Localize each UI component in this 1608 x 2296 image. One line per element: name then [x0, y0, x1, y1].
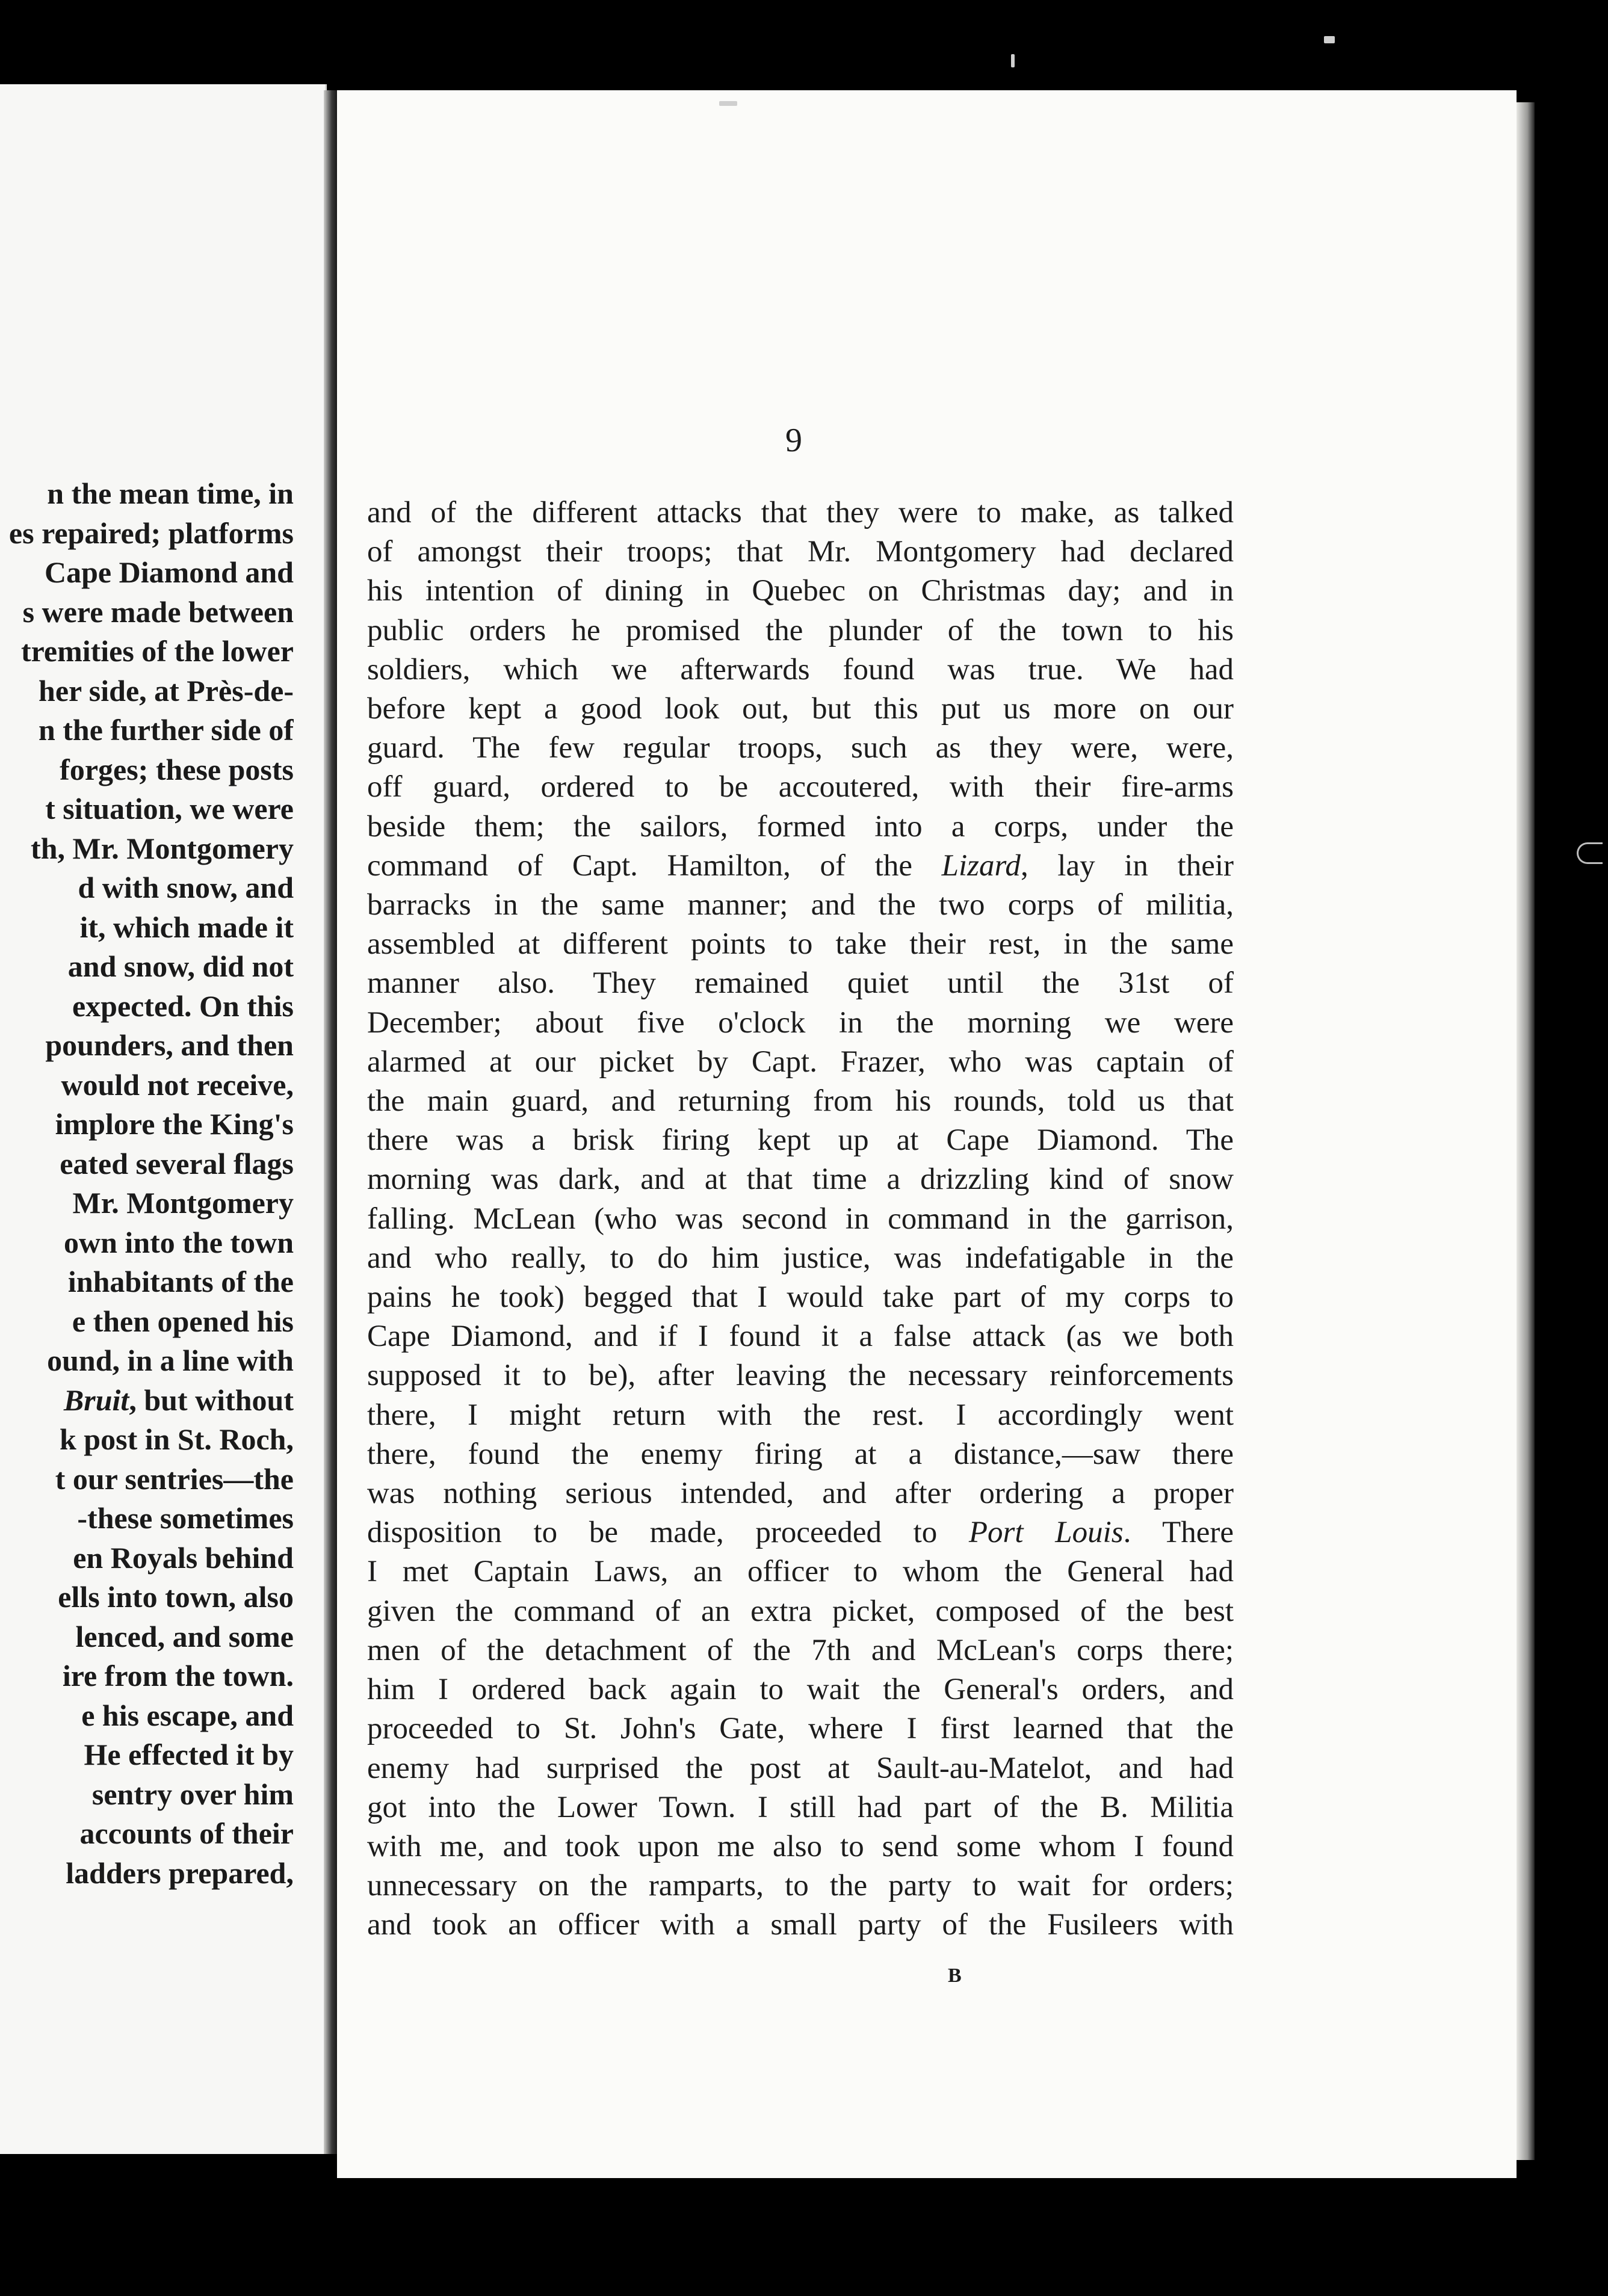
book-gutter	[324, 90, 338, 2154]
body-line: beside them; the sailors, formed into a corps, under the	[367, 809, 1234, 844]
left-line: s were made between	[22, 594, 294, 629]
body-line: before kept a good look out, but this put us more on our	[367, 692, 1234, 726]
body-line: disposition to be made, proceeded to Port Louis. There	[367, 1516, 1234, 1550]
body-line: proceeded to St. John's Gate, where I first learned that the	[367, 1712, 1234, 1746]
body-line: Cape Diamond, and if I found it a false attack (as we both	[367, 1319, 1234, 1354]
body-line: enemy had surprised the post at Sault-au-Matelot, and had	[367, 1751, 1234, 1785]
left-line: own into the town	[64, 1225, 294, 1259]
body-line: of amongst their troops; that Mr. Montgomery had declared	[367, 535, 1234, 569]
left-line: pounders, and then	[45, 1028, 294, 1062]
body-line: alarmed at our picket by Capt. Frazer, who was captain of	[367, 1045, 1234, 1079]
body-line: pains he took) begged that I would take part of my corps to	[367, 1280, 1234, 1315]
left-line: He effected it by	[84, 1738, 294, 1771]
left-page-text	[0, 474, 294, 1893]
left-line: t situation, we were	[45, 792, 294, 826]
body-line: supposed it to be), after leaving the necessary reinforcements	[367, 1359, 1234, 1393]
body-line: there, I might return with the rest. I accordingly went	[367, 1398, 1234, 1432]
body-line: and of the different attacks that they were to make, as talked	[367, 496, 1234, 529]
body-line: there was a brisk firing kept up at Cape Diamond. The	[367, 1123, 1234, 1158]
body-line: falling. McLean (who was second in command in the garrison,	[367, 1202, 1234, 1236]
body-line: soldiers, which we afterwards found was true. We had	[367, 652, 1234, 687]
body-line: December; about five o'clock in the morning we were	[367, 1005, 1234, 1040]
left-line: -these sometimes	[77, 1501, 294, 1535]
body-line: off guard, ordered to be accoutered, with their fire-arms	[367, 770, 1234, 804]
dust-speck	[719, 101, 737, 106]
body-line: and who really, to do him justice, was indefatigable in the	[367, 1241, 1234, 1275]
left-line: eated several flags	[60, 1146, 294, 1180]
left-line: implore the King's	[55, 1107, 294, 1141]
body-line: morning was dark, and at that time a drizzling kind of snow	[367, 1162, 1234, 1197]
body-line: guard. The few regular troops, such as they were, were,	[367, 731, 1234, 765]
signature-mark: B	[948, 1964, 962, 1987]
left-line: en Royals behind	[73, 1540, 294, 1575]
body-line: manner also. They remained quiet until the 31st of	[367, 966, 1234, 1001]
left-line: would not receive,	[61, 1067, 294, 1102]
italic-name: Lizard	[941, 848, 1021, 883]
left-line: ladders prepared,	[66, 1856, 294, 1890]
left-line: k post in St. Roch,	[60, 1422, 294, 1456]
left-line: e then opened his	[72, 1304, 294, 1338]
page-number: 9	[785, 422, 802, 459]
left-line: Bruit, but without	[63, 1383, 294, 1417]
left-line: tremities of the lower	[20, 634, 294, 668]
body-line: I met Captain Laws, an officer to whom the General had	[367, 1555, 1234, 1589]
body-line: the main guard, and returning from his rounds, told us that	[367, 1084, 1234, 1119]
left-line: sentry over him	[91, 1777, 294, 1811]
left-line: ells into town, also	[58, 1580, 294, 1614]
left-line: lenced, and some	[75, 1619, 294, 1653]
left-line: e his escape, and	[81, 1698, 294, 1732]
body-line: unnecessary on the ramparts, to the party to wait for orders;	[367, 1869, 1234, 1903]
body-line: there, found the enemy firing at a distance,—saw there	[367, 1437, 1234, 1471]
left-line: accounts of their	[79, 1816, 294, 1850]
body-line: men of the detachment of the 7th and McLean's corps there;	[367, 1633, 1234, 1667]
body-line: assembled at different points to take their rest, in the same	[367, 927, 1234, 961]
body-line: got into the Lower Town. I still had part of the B. Militia	[367, 1790, 1234, 1824]
italic-name: Bruit	[63, 1383, 129, 1417]
left-line: it, which made it	[79, 910, 294, 944]
page-edge	[1517, 102, 1535, 2160]
body-line: and took an officer with a small party of the Fusileers with	[367, 1908, 1234, 1942]
dust-speck	[1324, 36, 1335, 43]
left-line: forges; these posts	[60, 752, 294, 786]
left-line: inhabitants of the	[67, 1265, 294, 1298]
body-line: his intention of dining in Quebec on Christmas day; and in	[367, 574, 1234, 608]
left-line: ire from the town.	[62, 1659, 294, 1693]
left-line: and snow, did not	[67, 949, 294, 983]
body-line: was nothing serious intended, and after ordering a proper	[367, 1477, 1234, 1511]
body-line: public orders he promised the plunder of the town to his	[367, 613, 1234, 647]
left-line: n the mean time, in	[47, 477, 294, 510]
left-line: her side, at Près-de-	[39, 673, 294, 708]
left-line: ound, in a line with	[47, 1344, 294, 1377]
body-line: barracks in the same manner; and the two corps of militia,	[367, 888, 1234, 922]
left-line: th, Mr. Montgomery	[31, 831, 294, 865]
body-line: command of Capt. Hamilton, of the Lizard, lay in their	[367, 848, 1234, 883]
dust-speck	[1011, 54, 1015, 67]
left-line: n the further side of	[38, 713, 294, 747]
left-line: t our sentries—the	[55, 1461, 294, 1496]
left-line: Cape Diamond and	[45, 555, 294, 589]
left-line: expected. On this	[72, 989, 294, 1023]
body-line: given the command of an extra picket, composed of the best	[367, 1594, 1234, 1628]
left-line: Mr. Montgomery	[72, 1186, 294, 1220]
body-line: with me, and took upon me also to send some whom I found	[367, 1829, 1234, 1863]
body-line: him I ordered back again to wait the General's orders, and	[367, 1673, 1234, 1707]
left-line: es repaired; platforms	[8, 516, 294, 550]
italic-name: Port Louis	[968, 1516, 1124, 1550]
body-text	[367, 493, 1234, 1945]
edge-mark	[1577, 842, 1603, 864]
left-line: d with snow, and	[78, 871, 294, 904]
